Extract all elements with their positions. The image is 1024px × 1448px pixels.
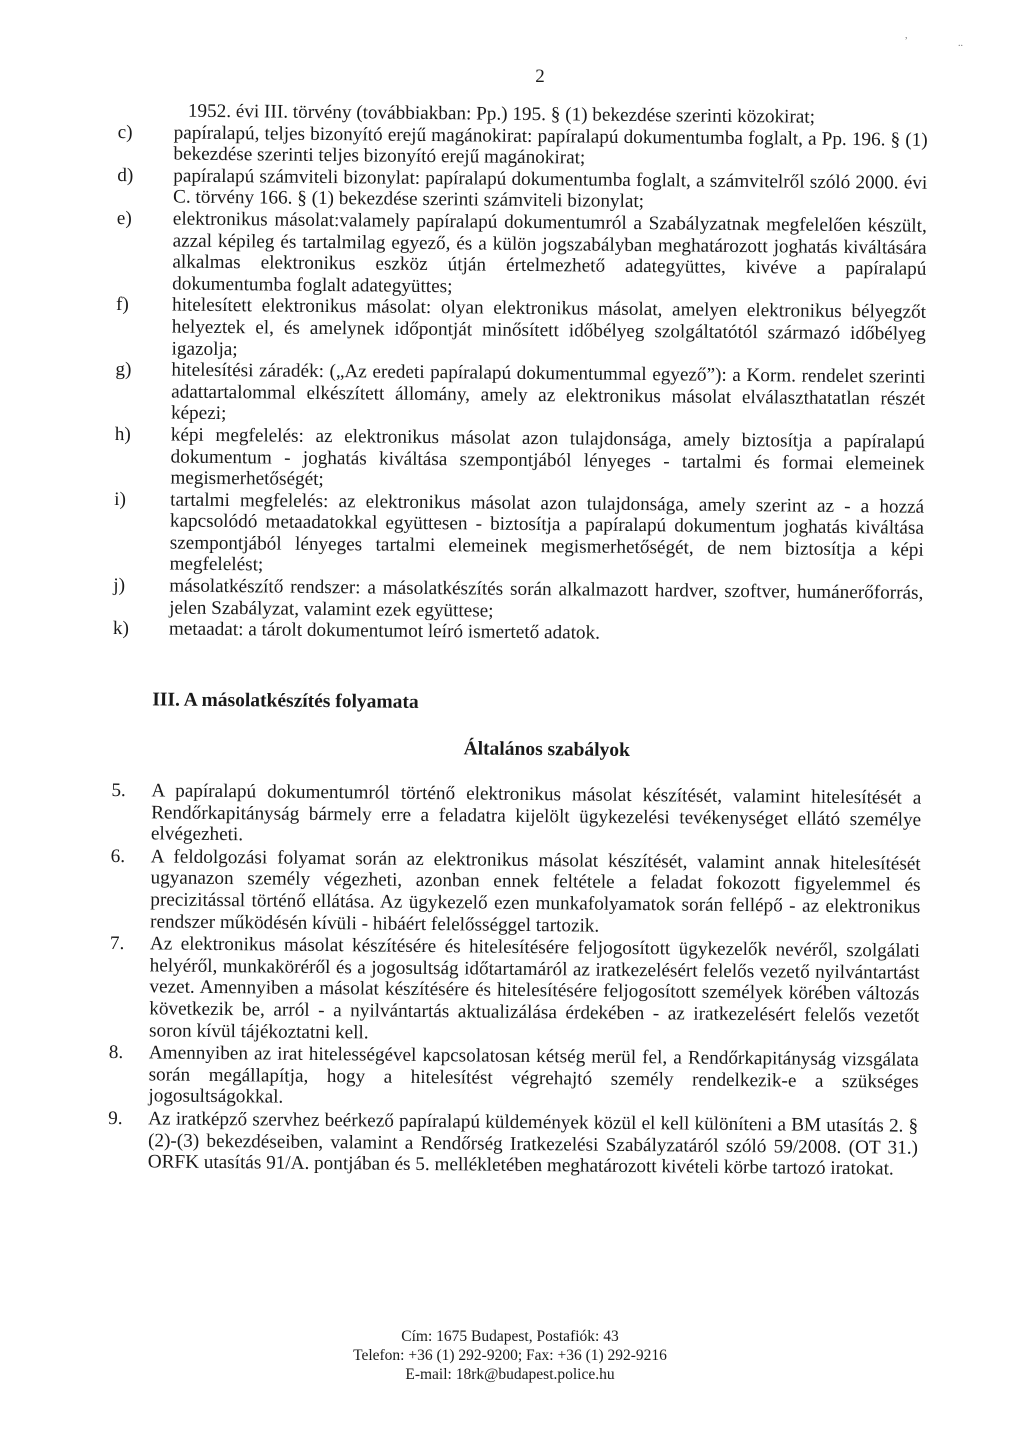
paragraph-text: A feldolgozási folyamat során az elektronikus másolat készítését, valamint annak hitelesítését ugyanazon személy végezheti, azonban ennek feltétele a feladat fokozott figyelemmel és precizitással történő ellátása. Az ügykezelő ezen munkafolyamatok során fellépő - az elektronikus rendszer működésén kívüli - hibáért felelősséggel tartozik. bbox=[150, 846, 921, 937]
numbered-paragraph bbox=[109, 933, 920, 1049]
definition-text: hitelesítési záradék: („Az eredeti papíralapú dokumentummal egyező”): a Korm. rendelet szerinti adattartalommal elkészített állomány, amely az elektronikus másolat elválaszthatatlan részét képezi; bbox=[170, 359, 926, 425]
numbered-paragraph bbox=[108, 1108, 919, 1181]
paragraph-text: Amennyiben az irat hitelességével kapcsolatosan kétség merül fel, a Rendőrkapitányság vizsgálata során megállapítja, hogy a hitelesítést végrehajtó személy rendelkezik-e a szükséges jogosultságokkal. bbox=[148, 1042, 919, 1108]
definition-marker: f) bbox=[115, 294, 129, 316]
definition-marker: k) bbox=[112, 618, 130, 640]
definition-item bbox=[117, 165, 927, 216]
definition-text: tartalmi megfelelés: az elektronikus másolat azon tulajdonsága, amely szerint az - a hozzá kapcsolódó metaadatokkal együttesen - biztosítja a papíralapú dokumentum joghatás kiváltása szempontjából lényeges tartalmi elemeinek megismerhetőségét, de nem biztosítja a képi megfelelést; bbox=[169, 489, 925, 576]
definition-marker: e) bbox=[116, 207, 132, 230]
definition-text: hitelesített elektronikus másolat: olyan elektronikus másolat, amelyen elektronikus bélyegzőt helyeztek el, és amelynek időpontját minősített időbélyeg szolgáltatótól származó időbélyeg igazolja; bbox=[171, 294, 927, 360]
paragraph-number: 8. bbox=[108, 1042, 124, 1064]
numbered-paragraph bbox=[110, 846, 921, 940]
paragraph-number: 5. bbox=[111, 779, 126, 802]
definition-item bbox=[117, 122, 927, 173]
document-body bbox=[108, 100, 928, 1181]
definition-text: másolatkészítő rendszer: a másolatkészítés során alkalmazott hardver, szoftver, humánerőforrás, jelen Szabályzat, valamint ezek együttese; bbox=[169, 575, 924, 622]
definition-marker: j) bbox=[113, 575, 126, 597]
definition-item bbox=[114, 424, 925, 497]
definition-text: papíralapú számviteli bizonylat: papíralapú dokumentumba foglalt, a számvitelről szóló 2000. évi C. törvény 166. § (1) bekezdése szerinti számviteli bizonylat; bbox=[172, 165, 928, 213]
paragraph-text: Az iratképző szervhez beérkező papíralapú küldemények közül el kell különíteni a BM utasítás 2. § (2)-(3) bekezdéseiben, valamint a Rendőrség Iratkezelési Szabályzatáról szóló 59/2008. (OT 31.) ORFK utasítás 91/A. pontjában és 5. mellékletében meghatározott kivételi körbe tartozó iratokat. bbox=[147, 1108, 919, 1180]
definition-item bbox=[113, 575, 923, 626]
lead-line: 1952. évi III. törvény (továbbiakban: Pp.) 195. § (1) bekezdése szerinti közokirat; bbox=[187, 100, 816, 128]
footer bbox=[250, 1327, 770, 1384]
section-title: III. A másolatkészítés folyamata bbox=[152, 689, 419, 713]
numbered-paragraph bbox=[111, 780, 922, 853]
paragraph-text: Az elektronikus másolat készítésére és hitelesítésére feljogosított ügykezelők nevéről, szolgálati helyéről, munkaköréről és a jogosultság időtartamáról az iratkezelésért felelős vezető nyilvántartást vezet. Amennyiben a másolat készítésére és hitelesítésére feljogosított személyek körében változás következik be, arról - a nyilvántartás aktualizálása érdekében - az iratkezelésért felelős vezetőt soron kívül tájékoztatni kell. bbox=[148, 933, 920, 1044]
footer-email: E-mail: 18rk@budapest.police.hu bbox=[405, 1366, 615, 1383]
paragraph-number: 9. bbox=[108, 1107, 123, 1130]
definition-item bbox=[115, 359, 926, 432]
definition-marker: h) bbox=[114, 423, 131, 446]
scan-speck: , bbox=[905, 30, 908, 41]
definition-marker: c) bbox=[117, 121, 133, 143]
definitions-list bbox=[113, 122, 928, 648]
numbered-paragraph bbox=[108, 1042, 919, 1115]
definition-text: elektronikus másolat:valamely papíralapú dokumentumról a Szabályzatnak megfelelően készült, azzal képileg és tartalmilag egyező, és a külön jogszabályban meghatározott joghatás kiváltására alkalmas elektronikus eszköz útján értelmezhető adategyüttes, kivéve a papíralapú dokumentumba foglalt adategyüttes; bbox=[172, 208, 927, 297]
paragraph-number: 7. bbox=[109, 933, 125, 955]
subsection-title: Általános szabályok bbox=[463, 738, 631, 762]
definition-text: metaadat: a tárolt dokumentumot leíró ismertető adatok. bbox=[168, 618, 601, 644]
paragraph-text: A papíralapú dokumentumról történő elektronikus másolat készítését, valamint hitelesítését a Rendőrkapitányság bármely erre a feladatra kijelölt ügykezelési tevékenységet ellátó személye elvégezheti. bbox=[150, 780, 922, 846]
definition-marker: i) bbox=[114, 488, 127, 510]
definition-item bbox=[116, 294, 927, 367]
numbered-paragraphs bbox=[108, 780, 922, 1180]
paragraph-number: 6. bbox=[110, 845, 126, 867]
footer-address: Cím: 1675 Budapest, Postafiók: 43 bbox=[401, 1328, 619, 1345]
definition-text: képi megfelelés: az elektronikus másolat azon tulajdonsága, amely biztosítja a papíralapú dokumentum - joghatás kiváltása szempontjából lényeges - tartalmi és formai elemeinek megismerhetőségét; bbox=[170, 424, 925, 491]
definition-marker: g) bbox=[115, 359, 132, 381]
definition-marker: d) bbox=[117, 164, 134, 186]
scan-speck: .. bbox=[958, 38, 963, 49]
definition-item bbox=[116, 208, 927, 302]
definition-text: papíralapú, teljes bizonyító erejű magánokirat: papíralapú dokumentumba foglalt, a Pp. 196. § (1) bekezdése szerinti teljes bizonyító erejű magánokirat; bbox=[173, 122, 928, 169]
page-number: 2 bbox=[535, 66, 545, 87]
footer-phone: Telefon: +36 (1) 292-9200; Fax: +36 (1) 292-9216 bbox=[353, 1347, 667, 1364]
definition-item bbox=[113, 489, 924, 583]
